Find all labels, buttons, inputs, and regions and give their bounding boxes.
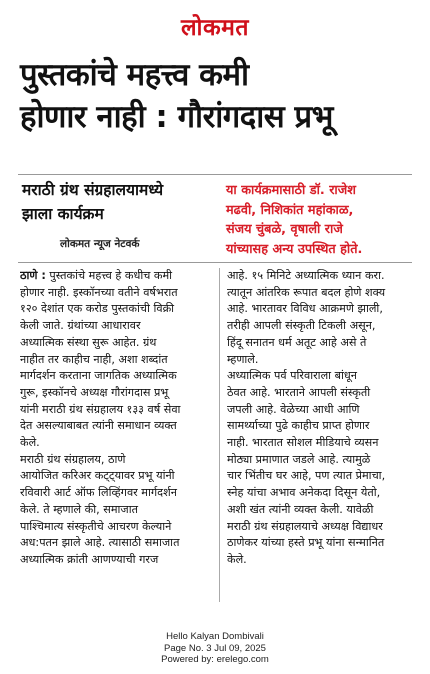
article-line: पाश्चिमात्य संस्कृतीचे आचरण केल्याने xyxy=(20,519,172,533)
headline-line-1: पुस्तकांचे महत्त्व कमी xyxy=(20,57,249,93)
dateline: ठाणे : xyxy=(20,269,46,282)
article-line: त्यातून आंतरिक रूपात बदल होणे शक्य xyxy=(227,285,386,299)
article-line: १२० देशांत एक करोड पुस्तकांची विक्री xyxy=(20,302,175,316)
article-line: हिंदू सनातन धर्म अतूट आहे असे ते xyxy=(227,335,367,349)
divider-middle xyxy=(18,262,412,263)
highlight-line-2: मढवी, निशिकांत महांकाळ, xyxy=(226,202,354,218)
article-line: मोठ्या प्रमाणात जडले आहे. त्यामुळे xyxy=(227,452,371,466)
article-line: ठाणेकर यांच्या हस्ते प्रभू यांना सन्मानित xyxy=(227,536,385,550)
subheadline xyxy=(22,178,212,226)
column-divider xyxy=(219,268,220,602)
article-line: मराठी ग्रंथ संग्रहालय, ठाणे xyxy=(20,452,126,466)
article-line: आहे. १५ मिनिटे अध्यात्मिक ध्यान करा. xyxy=(227,269,385,282)
byline: लोकमत न्यूज नेटवर्क xyxy=(60,238,140,250)
highlight-box xyxy=(226,181,422,259)
article-line: नाही. भारतात सोशल मीडियाचे व्यसन xyxy=(227,436,379,450)
article-line: रविवारी आर्ट ऑफ लिव्हिंगवर मार्गदर्शन xyxy=(20,486,177,500)
article-line: तरीही आपली संस्कृती टिकली असून, xyxy=(227,319,376,333)
article-line: म्हणाले. xyxy=(227,352,259,366)
article-line: देत असल्याबाबत त्यांनी समाधान व्यक्त xyxy=(20,419,177,433)
article-line: जपली आहे. वेळेच्या आधी आणि xyxy=(227,402,360,416)
article-column-left xyxy=(20,268,214,569)
highlight-line-4: यांच्यासह अन्य उपस्थित होते. xyxy=(226,241,363,257)
article-line: यांनी मराठी ग्रंथ संग्रहालय १३३ वर्ष सेवा xyxy=(20,402,181,416)
article-line: नाहीत तर काहीच नाही, अशा शब्दांत xyxy=(20,352,168,366)
article-line: चार भिंतीच घर आहे, पण त्यात प्रेमाचा, xyxy=(227,469,386,483)
article-line: अध्यात्मिक पर्व परिवाराला बांधून xyxy=(227,369,357,383)
footer-edition: Hello Kalyan Dombivali xyxy=(166,631,264,642)
headline xyxy=(20,54,420,138)
article-line: स्नेह यांचा अभाव अनेकदा दिसून येतो, xyxy=(227,486,381,500)
footer xyxy=(0,631,430,666)
article-line: केले. ते म्हणाले की, समाजात xyxy=(20,502,138,516)
article-line-text: पुस्तकांचे महत्त्व हे कधीच कमी xyxy=(45,269,173,282)
article-line: अध:पतन झाले आहे. त्यासाठी समाजात xyxy=(20,536,180,550)
article-line: आहे. भारतावर विविध आक्रमणे झाली, xyxy=(227,302,383,316)
article-line: मराठी ग्रंथ संग्रहालयाचे अध्यक्ष विद्याधर xyxy=(227,519,383,533)
newspaper-logo: लोकमत xyxy=(180,14,250,41)
article-line: केले. xyxy=(20,436,40,450)
article-line: अध्यात्मिक संस्था सुरू आहेत. ग्रंथ xyxy=(20,335,157,349)
divider-top xyxy=(18,174,412,175)
article-line: आयोजित करिअर कट्ट्यावर प्रभू यांनी xyxy=(20,469,175,483)
article-line: गुरू, इस्कॉनचे अध्यक्ष गौरांगदास प्रभू xyxy=(20,385,169,399)
article-line: अध्यात्मिक क्रांती आणण्याची गरज xyxy=(20,552,159,566)
article-line: ठेवत आहे. भारताने आपली संस्कृती xyxy=(227,385,371,399)
headline-line-2: होणार नाही : गौरांगदास प्रभू xyxy=(20,99,333,135)
article-column-right xyxy=(227,268,420,569)
article-line xyxy=(20,268,214,285)
article-line: केले. xyxy=(227,552,247,566)
article-line: अशी खंत त्यांनी व्यक्त केली. यावेळी xyxy=(227,502,374,516)
highlight-line-3: संजय चुंबळे, वृषाली राजे xyxy=(226,222,343,238)
highlight-line-1: या कार्यक्रमासाठी डॉ. राजेश xyxy=(226,183,356,198)
masthead xyxy=(0,10,430,42)
footer-powered-by: Powered by: erelego.com xyxy=(161,654,269,665)
subheadline-line-1: मराठी ग्रंथ संग्रहालयामध्ये xyxy=(22,181,164,199)
footer-page-date: Page No. 3 Jul 09, 2025 xyxy=(164,642,266,654)
subheadline-line-2: झाला कार्यक्रम xyxy=(22,205,104,223)
article-line: होणार नाही. इस्कॉनच्या वतीने वर्षभरात xyxy=(20,285,178,299)
article-line: केली जाते. ग्रंथांच्या आधारावर xyxy=(20,319,141,333)
article-line: सामर्थ्याच्या पुढे काहीच प्राप्त होणार xyxy=(227,419,370,433)
article-line: मार्गदर्शन करताना जागतिक अध्यात्मिक xyxy=(20,369,177,383)
